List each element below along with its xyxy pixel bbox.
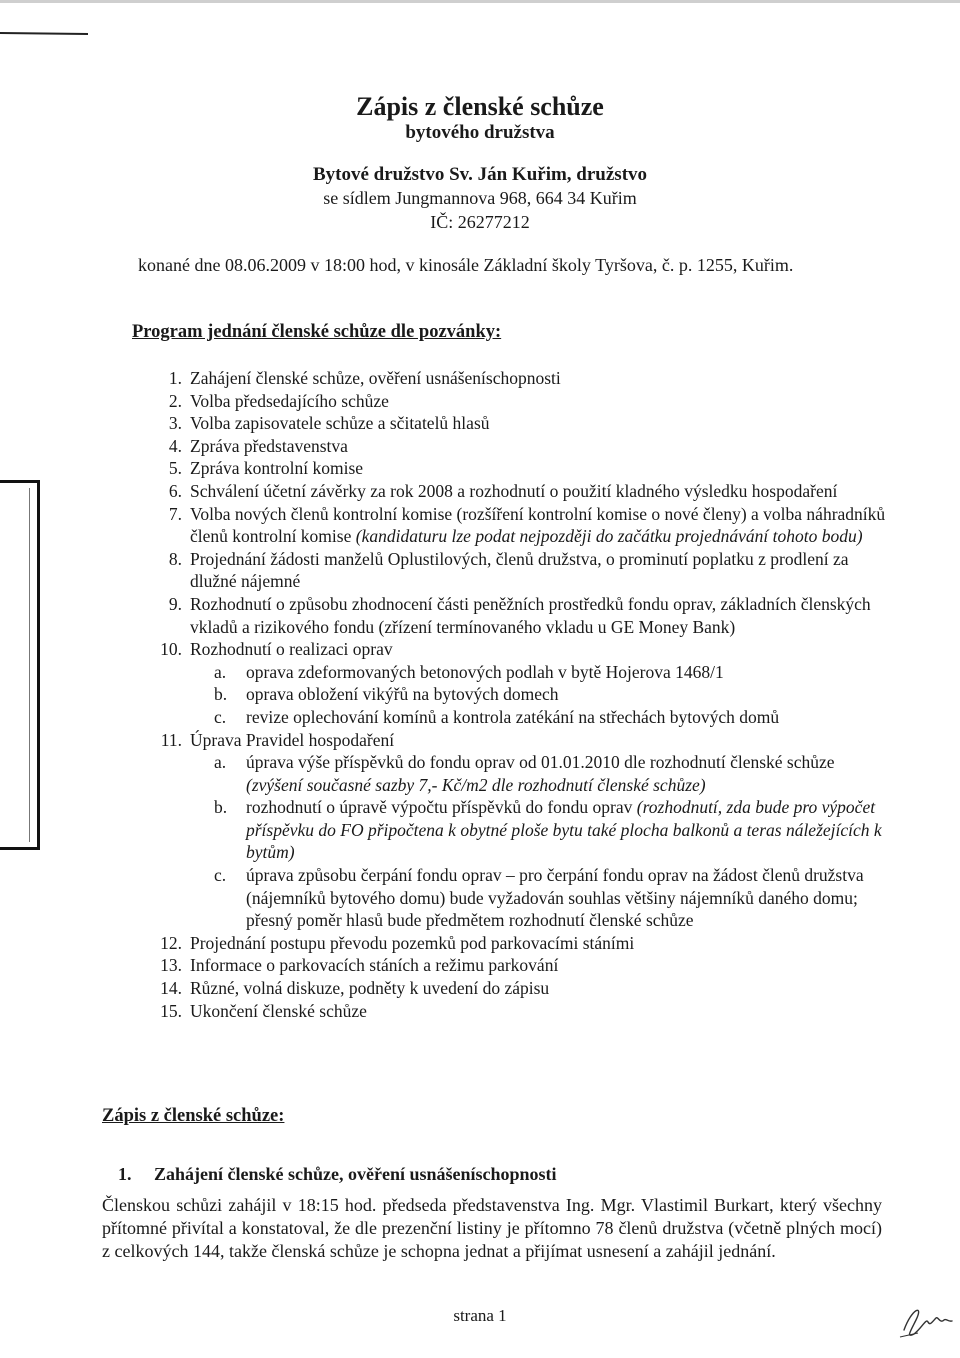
agenda-item-number: 15. (160, 1000, 182, 1021)
binder-mark-icon (0, 30, 90, 36)
agenda-item (150, 480, 890, 503)
agenda-subitem-text: revize oplechování komínů a kontrola zatékání na střechách bytových domů (246, 706, 780, 727)
agenda-item-number: 2. (168, 390, 182, 411)
agenda-item-note: (kandidaturu lze podat nejpozději do začátku projednávání tohoto bodu) (355, 526, 863, 547)
agenda-subitem-text: úprava způsobu čerpání fondu oprav – pro čerpání fondu oprav na žádost členů družstva (nájemníků bytového domu) bude vyžadován souhlas většiny nájemníků daného domu; přesný poměr hlasů bude předmětem rozhodnutí členské schůze (246, 865, 864, 931)
agenda-subitem-letter: b. (214, 797, 228, 818)
agenda-subitem-note: (zvýšení současné sazby 7,- Kč/m2 dle rozhodnutí členské schůze) (246, 774, 706, 795)
agenda-item-main: Volba nových členů kontrolní komise (rozšíření kontrolní komise o nové členy) a volba náhradníků členů kontrolní komise (190, 503, 886, 547)
agenda-item-text: Projednání postupu převodu pozemků pod parkovacími stáními (190, 932, 635, 953)
agenda-item-text: Projednání žádosti manželů Oplustilových, členů družstva, o prominutí poplatku z prodlení za dlužné nájemné (190, 548, 849, 592)
signature-icon (898, 1300, 954, 1340)
agenda-item-number: 11. (160, 729, 182, 750)
agenda-item-number: 1. (168, 368, 182, 388)
agenda-item (150, 390, 890, 413)
section-1-number: 1. (118, 1164, 132, 1184)
agenda-list (150, 367, 890, 1022)
agenda-item-text: Různé, volná diskuze, podněty k uvedení do zápisu (190, 978, 550, 999)
program-heading: Program jednání členské schůze dle pozvánky: (132, 322, 502, 342)
agenda-subitem (190, 796, 890, 864)
agenda-item (150, 954, 890, 977)
agenda-item-number: 8. (168, 548, 182, 569)
agenda-item-text: Zahájení členské schůze, ověření usnášeníschopnosti (190, 368, 561, 388)
agenda-item-text: Volba zapisovatele schůze a sčitatelů hlasů (190, 413, 490, 434)
section-1-title-text: Zahájení členské schůze, ověření usnášeníschopnosti (154, 1164, 557, 1184)
agenda-item (150, 729, 890, 932)
agenda-subitem-letter: c. (214, 865, 227, 886)
agenda-item (150, 593, 890, 638)
agenda-item-text: Úprava Pravidel hospodaření (190, 729, 395, 750)
agenda-item-text: Ukončení členské schůze (190, 1000, 367, 1021)
agenda-item-text: Rozhodnutí o způsobu zhodnocení části peněžních prostředků fondu oprav, základních členských vkladů a rizikového fondu (zřízení termínovaného vkladu u GE Money Bank) (190, 593, 871, 637)
agenda-item-number: 13. (160, 955, 182, 976)
agenda-item (150, 503, 890, 548)
agenda-item-number: 7. (168, 503, 182, 524)
agenda-item-number: 9. (168, 593, 182, 614)
cooperative-name: Bytové družstvo Sv. Ján Kuřim, družstvo (312, 164, 648, 185)
agenda-item (150, 435, 890, 458)
agenda-item-number: 3. (168, 413, 182, 434)
agenda-item (150, 548, 890, 593)
agenda-item-text: Schválení účetní závěrky za rok 2008 a rozhodnutí o použití kladného výsledku hospodaření (190, 480, 838, 501)
agenda-item-text: Rozhodnutí o realizaci oprav (190, 639, 393, 660)
agenda-item-number: 12. (160, 932, 182, 953)
agenda-sublist (190, 661, 890, 729)
document-title: Zápis z členské schůze (356, 92, 604, 121)
page-number: strana 1 (453, 1306, 507, 1325)
binder-bracket-shadow (0, 488, 30, 842)
section-1-body: Členskou schůzi zahájil v 18:15 hod. předseda představenstva Ing. Mgr. Vlastimil Burkart, který všechny přítomné přivítal a konstatoval, že dle prezenční listiny je přítomno 78 členů družstva (včetně plných mocí) z celkových 144, takže členská schůze je schopna jednat a přijímat usnesení a zahájil jednání. (102, 1195, 882, 1261)
agenda-subitem-letter: a. (214, 661, 227, 682)
agenda-item-number: 10. (160, 639, 182, 660)
agenda-item-text: Informace o parkovacích stáních a režimu parkování (190, 955, 559, 976)
section-1-title (118, 1164, 557, 1185)
agenda-item-number: 5. (168, 458, 182, 479)
agenda-item (150, 977, 890, 1000)
agenda-item-text (190, 503, 890, 548)
agenda-item (150, 457, 890, 480)
agenda-item-text: Zpráva představenstva (190, 435, 348, 456)
agenda-subitem (190, 751, 890, 796)
meeting-info: konané dne 08.06.2009 v 18:00 hod, v kinosále Základní školy Tyršova, č. p. 1255, Kuřim. (138, 255, 794, 275)
minutes-heading: Zápis z členské schůze: (102, 1106, 285, 1126)
document-subtitle: bytového družstva (405, 122, 555, 143)
agenda-subitem-text: úprava výše příspěvků do fondu oprav od 01.01.2010 dle rozhodnutí členské schůze (246, 752, 835, 773)
agenda-item (150, 932, 890, 955)
agenda-subitem (190, 706, 890, 729)
cooperative-seat: se sídlem Jungmannova 968, 664 34 Kuřim (323, 188, 637, 208)
agenda-item (150, 1000, 890, 1023)
agenda-subitem (190, 661, 890, 684)
agenda-subitem-letter: b. (214, 684, 228, 705)
agenda-item-number: 4. (168, 435, 182, 456)
agenda-sublist (190, 751, 890, 932)
agenda-subitem-note: (rozhodnutí, zda bude pro výpočet příspěvku do FO připočtena k obytné ploše bytu také plocha balkonů a teras náležejících k bytům) (246, 797, 882, 863)
agenda-item (150, 638, 890, 728)
agenda-subitem-text: oprava zdeformovaných betonových podlah v bytě Hojerova 1468/1 (246, 661, 724, 682)
agenda-item (150, 367, 890, 390)
agenda-item-text: Zpráva kontrolní komise (190, 458, 364, 479)
cooperative-ic: IČ: 26277212 (430, 212, 530, 232)
agenda-subitem-text: rozhodnutí o úpravě výpočtu příspěvků do fondu oprav (246, 797, 633, 818)
agenda-subitem (190, 864, 890, 932)
agenda-subitem (190, 683, 890, 706)
agenda-subitem-letter: c. (214, 706, 227, 727)
agenda-item-number: 6. (168, 480, 182, 501)
agenda-item-text: Volba předsedajícího schůze (190, 390, 389, 411)
scan-edge-line (0, 0, 960, 3)
agenda-item (150, 412, 890, 435)
agenda-subitem-text: oprava obložení vikýřů na bytových domech (246, 684, 559, 705)
agenda-subitem-letter: a. (214, 752, 227, 773)
agenda-item-number: 14. (160, 978, 182, 999)
